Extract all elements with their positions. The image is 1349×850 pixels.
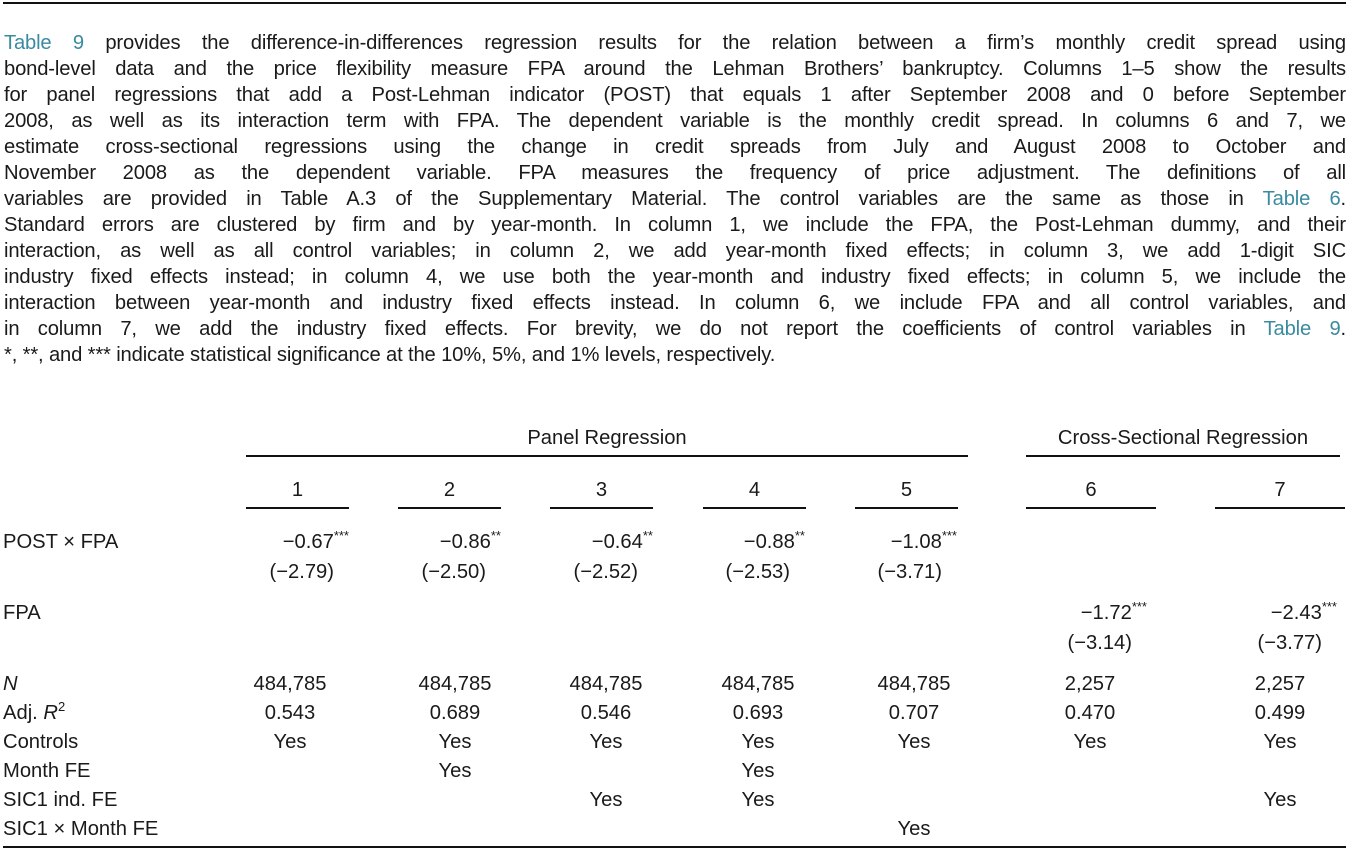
stat-value: 0.689 xyxy=(429,702,481,724)
t-statistic: (−3.14) xyxy=(1067,632,1132,654)
column-number: 2 xyxy=(443,479,456,501)
row-label: FPA xyxy=(3,602,41,624)
coefficient-cell xyxy=(361,530,501,554)
stat-value: 2,257 xyxy=(1064,673,1116,695)
group-header-panel: Panel Regression xyxy=(527,427,687,449)
caption-text: variables are provided in Table A.3 of the Supplementary Material. The control variables are the same as those in xyxy=(4,188,1263,210)
t-statistic: (−3.71) xyxy=(877,561,942,583)
caption-text: for panel regressions that add a Post-Lehman indicator (POST) that equals 1 after September 2008 and 0 before September xyxy=(4,84,1346,106)
stat-value: 2,257 xyxy=(1254,673,1306,695)
table-reference-link[interactable]: Table 6 xyxy=(1262,188,1341,210)
stat-value: 0.546 xyxy=(580,702,632,724)
column-rule xyxy=(1215,507,1345,509)
significance-stars: ** xyxy=(794,528,805,543)
caption-text: *, **, and *** indicate statistical significance at the 10%, 5%, and 1% levels, respectively. xyxy=(4,344,776,366)
coefficient-value: −0.86 xyxy=(439,531,491,553)
coefficient-value: −2.43 xyxy=(1270,602,1322,624)
stat-value: Yes xyxy=(1263,731,1297,753)
caption-line xyxy=(4,264,1346,290)
caption-line xyxy=(4,108,1346,134)
group-rule-panel xyxy=(246,455,968,457)
t-statistic: (−2.53) xyxy=(725,561,790,583)
stat-value: 0.543 xyxy=(264,702,316,724)
caption-line xyxy=(4,160,1346,186)
caption-text: . xyxy=(1340,188,1346,210)
caption-text: provides the difference-in-differences regression results for the relation between a firm’s monthly credit spread using xyxy=(83,32,1347,54)
caption-line xyxy=(4,186,1346,212)
stat-value: 484,785 xyxy=(721,673,795,695)
stat-value: Yes xyxy=(273,731,307,753)
column-rule xyxy=(550,507,653,509)
significance-stars: *** xyxy=(333,528,349,543)
caption-text: in column 7, we add the industry fixed effects. For brevity, we do not report the coefficients of control variables in xyxy=(4,318,1264,340)
row-label: SIC1 × Month FE xyxy=(3,818,159,840)
caption-text: bond-level data and the price flexibility measure FPA around the Lehman Brothers’ bankruptcy. Columns 1–5 show the results xyxy=(4,58,1346,80)
stat-value: 484,785 xyxy=(253,673,327,695)
caption-text: estimate cross-sectional regressions using the change in credit spreads from July and August 2008 to October and xyxy=(4,136,1346,158)
caption-text: industry fixed effects instead; in column 4, we use both the year-month and industry fixed effects; in column 5, we include the xyxy=(4,266,1346,288)
table-caption xyxy=(4,30,1346,368)
stat-value: 484,785 xyxy=(877,673,951,695)
coefficient-value: −0.88 xyxy=(743,531,795,553)
column-number: 6 xyxy=(1085,479,1097,501)
caption-text: Standard errors are clustered by firm and by year-month. In column 1, we include the FPA, the Post-Lehman dummy, and their xyxy=(4,214,1346,236)
significance-stars: *** xyxy=(1131,599,1147,614)
stat-value: Yes xyxy=(897,731,931,753)
row-label: Month FE xyxy=(3,760,91,782)
caption-line xyxy=(4,342,1346,368)
caption-line xyxy=(4,56,1346,82)
group-rule-cross-sectional xyxy=(1026,455,1340,457)
caption-text: interaction, as well as all control variables; in column 2, we add year-month fixed effects; in column 3, we add 1-digit SIC xyxy=(4,240,1346,262)
column-number: 4 xyxy=(748,479,761,501)
coefficient-cell xyxy=(1197,601,1337,625)
stat-value: 0.470 xyxy=(1064,702,1116,724)
stat-value: Yes xyxy=(589,789,623,811)
t-statistic: (−3.77) xyxy=(1257,632,1322,654)
caption-line xyxy=(4,212,1346,238)
caption-line xyxy=(4,30,1346,56)
top-rule xyxy=(3,2,1346,4)
column-rule xyxy=(1026,507,1156,509)
stat-value: Yes xyxy=(589,731,623,753)
coefficient-cell xyxy=(513,530,653,554)
stat-value: Yes xyxy=(1073,731,1107,753)
row-label-superscript: 2 xyxy=(58,699,66,714)
stat-value: Yes xyxy=(438,760,472,782)
stat-value: Yes xyxy=(741,789,775,811)
caption-line xyxy=(4,82,1346,108)
caption-line xyxy=(4,238,1346,264)
coefficient-cell xyxy=(665,530,805,554)
stat-value: Yes xyxy=(438,731,472,753)
caption-text: . xyxy=(1340,318,1347,340)
stat-value: Yes xyxy=(1263,789,1297,811)
row-label-text: Adj. xyxy=(3,702,44,724)
group-header-cross-sectional: Cross-Sectional Regression xyxy=(1057,427,1309,449)
coefficient-cell xyxy=(209,530,349,554)
stat-value: Yes xyxy=(741,760,775,782)
stat-value: Yes xyxy=(741,731,775,753)
coefficient-value: −1.72 xyxy=(1080,602,1132,624)
significance-stars: ** xyxy=(490,528,501,543)
column-number: 3 xyxy=(595,479,608,501)
column-number: 7 xyxy=(1274,479,1286,501)
column-rule xyxy=(703,507,806,509)
table-reference-link[interactable]: Table 9 xyxy=(4,32,84,54)
t-statistic: (−2.52) xyxy=(573,561,638,583)
caption-line xyxy=(4,134,1346,160)
caption-line xyxy=(4,290,1346,316)
column-number: 5 xyxy=(900,479,913,501)
stat-value: 0.707 xyxy=(888,702,940,724)
row-label xyxy=(3,701,65,725)
row-label: SIC1 ind. FE xyxy=(3,789,118,811)
stat-value: Yes xyxy=(897,818,931,840)
column-rule xyxy=(855,507,958,509)
coefficient-value: −0.67 xyxy=(282,531,334,553)
row-label: N xyxy=(3,673,18,695)
coefficient-cell xyxy=(1007,601,1147,625)
column-rule xyxy=(398,507,501,509)
stat-value: 0.693 xyxy=(732,702,784,724)
significance-stars: *** xyxy=(941,528,957,543)
stat-value: 484,785 xyxy=(418,673,492,695)
caption-text: 2008, as well as its interaction term with FPA. The dependent variable is the monthly credit spread. In columns 6 and 7, we xyxy=(4,110,1346,132)
caption-text: interaction between year-month and industry fixed effects instead. In column 6, we include FPA and all control variables, and xyxy=(4,292,1346,314)
column-rule xyxy=(246,507,349,509)
row-label-symbol: R xyxy=(43,702,58,724)
stat-value: 0.499 xyxy=(1254,702,1306,724)
coefficient-value: −1.08 xyxy=(890,531,942,553)
coefficient-cell xyxy=(817,530,957,554)
stat-value: 484,785 xyxy=(569,673,643,695)
significance-stars: *** xyxy=(1321,599,1337,614)
t-statistic: (−2.79) xyxy=(269,561,334,583)
caption-text: November 2008 as the dependent variable. FPA measures the frequency of price adjustment. The definitions of all xyxy=(4,162,1346,184)
column-number: 1 xyxy=(291,479,304,501)
caption-line xyxy=(4,316,1346,342)
bottom-rule xyxy=(3,846,1346,848)
row-label: Controls xyxy=(3,731,79,753)
coefficient-value: −0.64 xyxy=(591,531,643,553)
significance-stars: ** xyxy=(642,528,653,543)
t-statistic: (−2.50) xyxy=(421,561,486,583)
table-reference-link[interactable]: Table 9 xyxy=(1263,318,1341,340)
row-label: POST × FPA xyxy=(3,531,119,553)
